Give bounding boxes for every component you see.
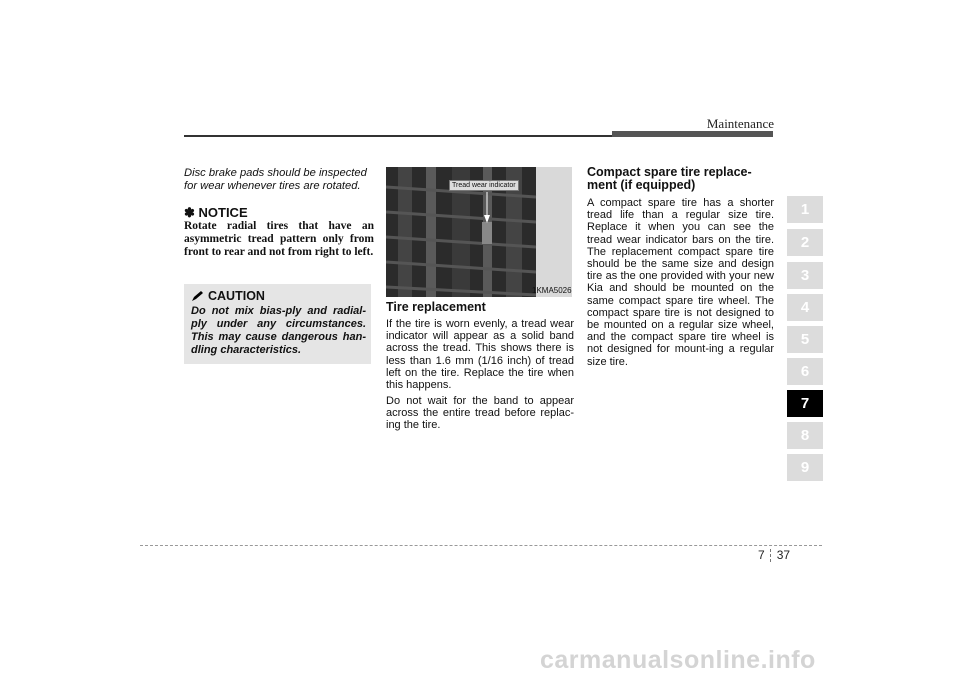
header-rule-thick xyxy=(612,131,773,137)
chapter-tab-8[interactable]: 8 xyxy=(787,422,823,449)
chapter-tab-6[interactable]: 6 xyxy=(787,358,823,385)
footer-rule xyxy=(140,545,822,546)
tire-replacement-text-1: If the tire is worn evenly, a tread wear indicator will appear as a solid band across the tread. This shows there is less than 1.6 mm (1/16 inch) of tread left on the tire. Replace the tire when this happens. xyxy=(386,318,574,392)
compact-spare-text: A compact spare tire has a shorter tread life than a regular size tire. Replace it when you can see the tread wear indicator bars on the tire. The replacement compact spare tire should be the same size and design tire as the one provided with your new Kia and should be mounted on the same compact spare tire wheel. The compact spare tire is not designed to be mounted on a regular size wheel, and the compact spare tire wheel is not designed for mount-ing a regular size tire. xyxy=(587,197,774,368)
watermark: carmanualsonline.info xyxy=(540,646,816,674)
page-number-separator xyxy=(770,549,772,562)
header-rule xyxy=(184,135,614,137)
pencil-icon xyxy=(191,291,204,302)
page-number xyxy=(758,548,790,562)
chapter-tab-7[interactable]: 7 xyxy=(787,390,823,417)
page-section-title: Maintenance xyxy=(706,116,774,131)
compact-spare-heading: Compact spare tire replace-ment (if equipped) xyxy=(587,165,752,192)
notice-text: Rotate radial tires that have an asymmetric tread pattern only from front to rear and not from right to left. xyxy=(184,220,374,258)
chapter-number: 7 xyxy=(758,548,765,562)
tire-replacement-heading: Tire replacement xyxy=(386,300,486,314)
caution-heading xyxy=(191,289,265,303)
notice-heading: ✽ NOTICE xyxy=(184,205,248,220)
chapter-tab-5[interactable]: 5 xyxy=(787,326,823,353)
chapter-tab-4[interactable]: 4 xyxy=(787,294,823,321)
caution-title: CAUTION xyxy=(208,289,265,303)
page-number-value: 37 xyxy=(776,548,791,562)
caution-text: Do not mix bias-ply and radial-ply under any circumstances. This may cause dangerous han-dling characteristics. xyxy=(191,305,366,356)
caution-box xyxy=(184,284,371,364)
tread-wear-indicator-label: Tread wear indicator xyxy=(449,180,519,191)
chapter-tab-1[interactable]: 1 xyxy=(787,196,823,223)
intro-text: Disc brake pads should be inspected for wear whenever tires are rotated. xyxy=(184,167,367,192)
tire-replacement-text-2: Do not wait for the band to appear across the entire tread before replac-ing the tire. xyxy=(386,395,574,432)
chapter-tab-2[interactable]: 2 xyxy=(787,229,823,256)
figure-code: 1KMA5026 xyxy=(532,286,572,295)
chapter-tab-9[interactable]: 9 xyxy=(787,454,823,481)
chapter-tab-3[interactable]: 3 xyxy=(787,262,823,289)
